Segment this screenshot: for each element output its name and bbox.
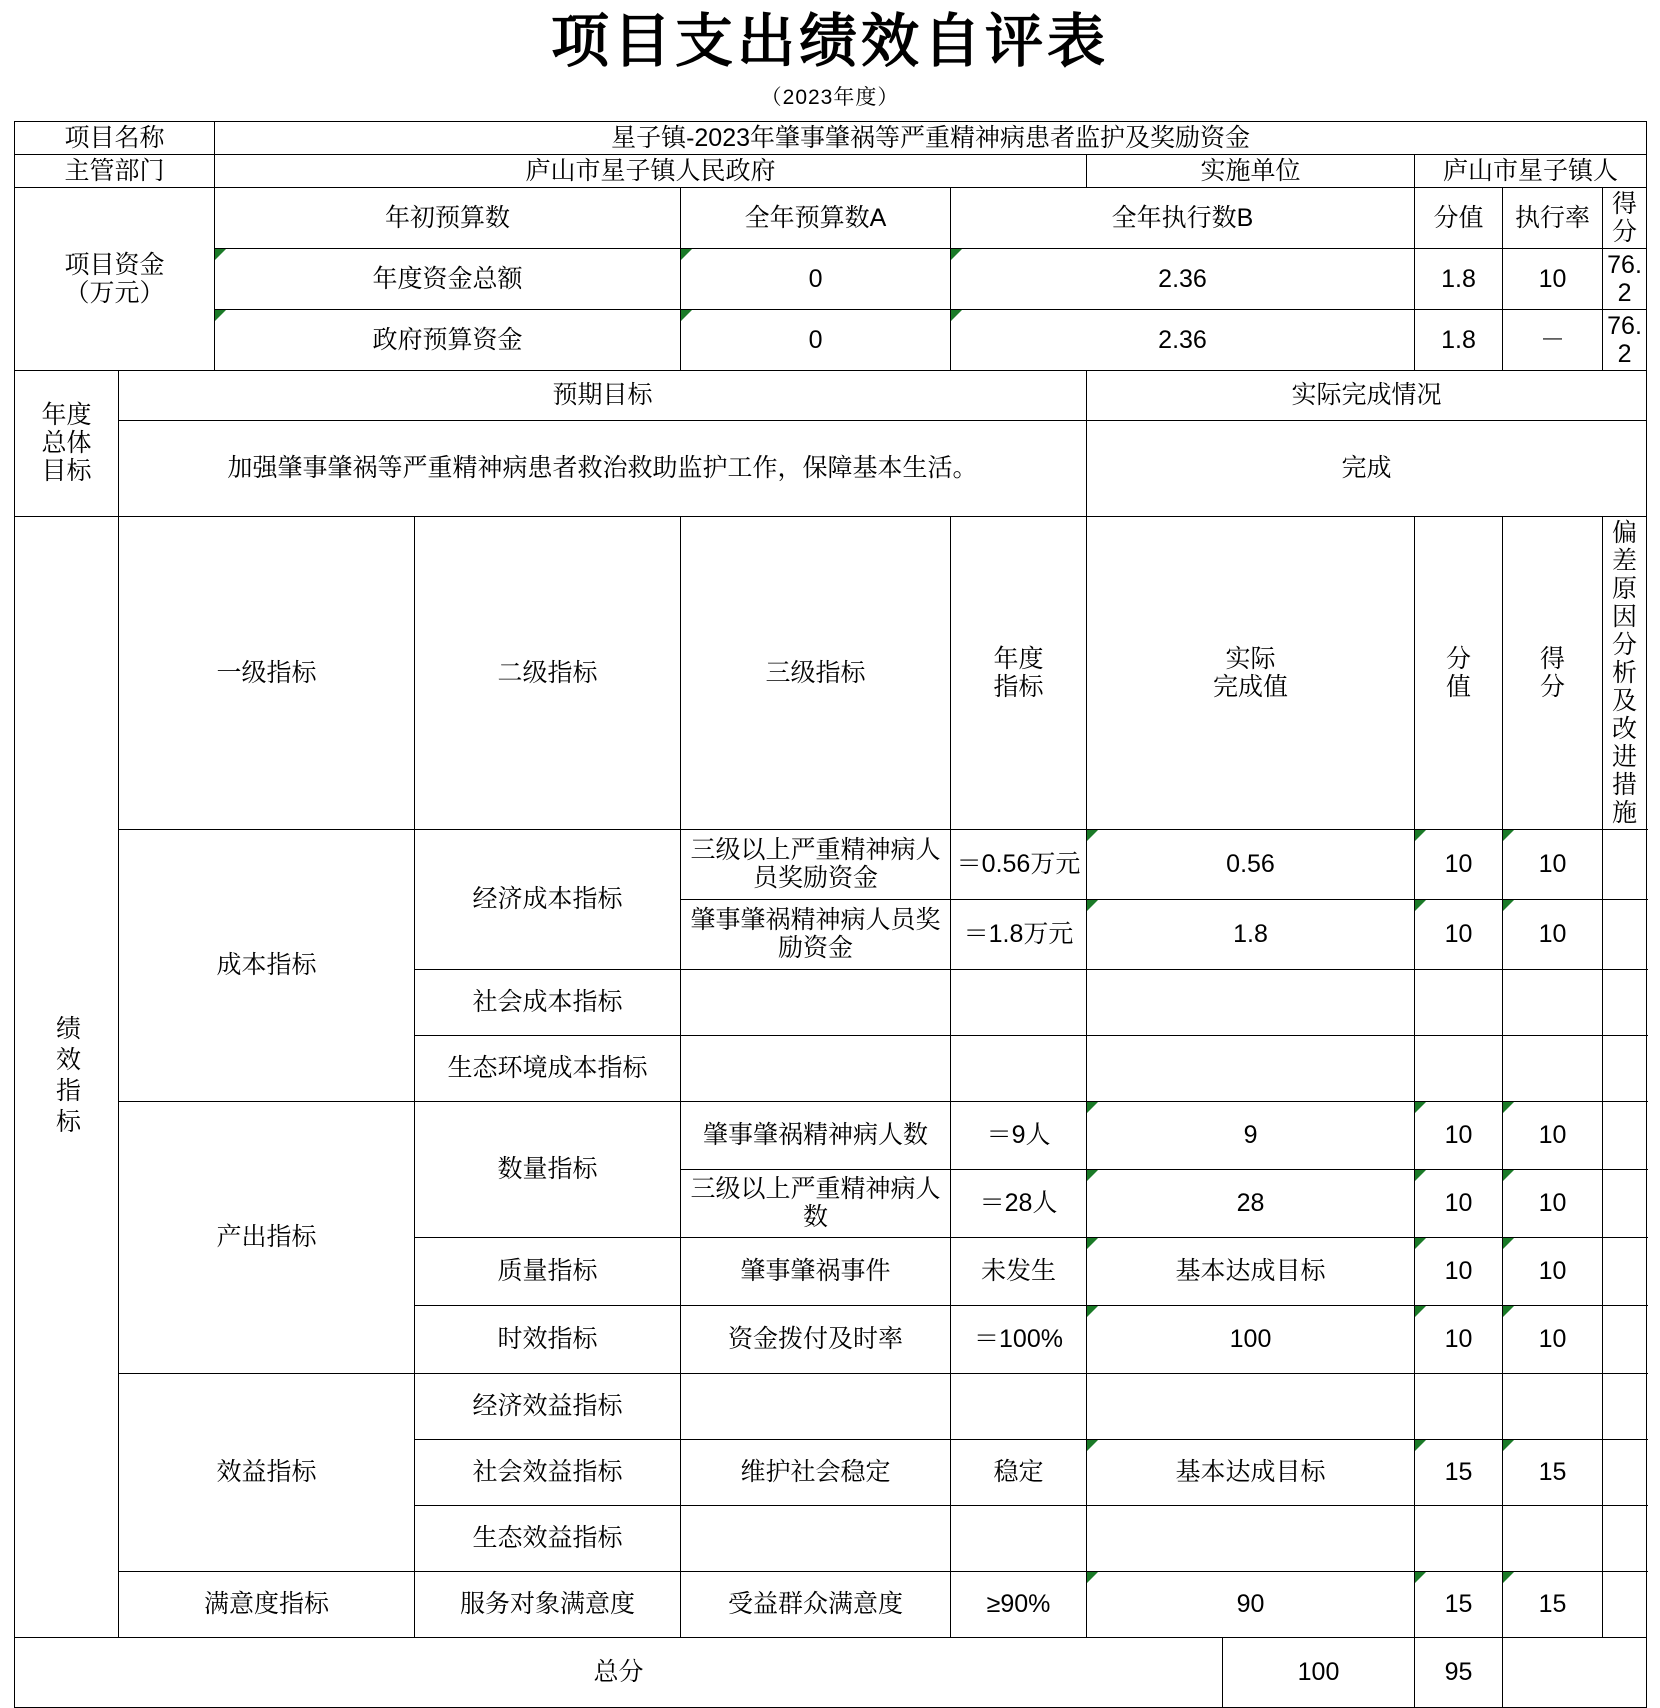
- indicator-actual: 0.56: [1087, 829, 1415, 899]
- funds-row-execB: 1.8: [1415, 248, 1503, 309]
- page-subtitle: （2023年度）: [760, 85, 900, 109]
- indicator-level2: 生态效益指标: [415, 1505, 681, 1571]
- funds-label-line1: 项目资金: [64, 250, 165, 279]
- total-score-value: 100: [1223, 1637, 1415, 1707]
- indicator-level3: 肇事肇祸事件: [681, 1237, 951, 1305]
- funds-label-line2: （万元）: [64, 278, 165, 307]
- table-row-department: [15, 154, 1647, 187]
- funds-row-exec-rate: 76.2: [1603, 248, 1647, 309]
- col-header-annual-line2: 指标: [993, 672, 1044, 701]
- indicator-annual: ＝0.56万元: [951, 829, 1087, 899]
- funds-col-score-value: 分值: [1415, 187, 1503, 248]
- funds-label: [15, 187, 215, 370]
- dept-label: 主管部门: [15, 154, 215, 187]
- indicator-actual: 100: [1087, 1305, 1415, 1373]
- indicator-score-value: 15: [1415, 1571, 1503, 1637]
- funds-row-execB: 1.8: [1415, 309, 1503, 370]
- unit-value: 庐山市星子镇人: [1415, 154, 1647, 187]
- indicator-level3: [681, 1373, 951, 1439]
- overall-actual-header: 实际完成情况: [1087, 370, 1647, 420]
- funds-row-yearA: 2.36: [951, 309, 1415, 370]
- table-row-total: [15, 1637, 1647, 1707]
- indicator-actual: 9: [1087, 1101, 1415, 1169]
- col-header-score-value-line2: 值: [1446, 672, 1472, 701]
- overall-label-line1: 年度: [41, 401, 92, 429]
- table-row-overall-value: [15, 420, 1647, 516]
- total-deviation: [1503, 1637, 1647, 1707]
- indicator-deviation: [1603, 969, 1647, 1035]
- indicator-level2: 数量指标: [415, 1101, 681, 1237]
- funds-col-begin: 年初预算数: [215, 187, 681, 248]
- indicator-annual: ＝28人: [951, 1169, 1087, 1237]
- col-header-actual-line1: 实际: [1225, 644, 1276, 673]
- indicator-score-value: 10: [1415, 899, 1503, 969]
- indicator-score: [1503, 969, 1603, 1035]
- col-header-score-line1: 得: [1540, 644, 1566, 673]
- page-title: 项目支出绩效自评表: [550, 9, 1109, 74]
- indicator-score: [1503, 1035, 1603, 1101]
- overall-expected-value: 加强肇事肇祸等严重精神病患者救治救助监护工作，保障基本生活。: [119, 420, 1087, 516]
- indicator-score-value: [1415, 969, 1503, 1035]
- funds-col-execB: 全年执行数B: [951, 187, 1415, 248]
- funds-col-exec-rate: 执行率: [1503, 187, 1603, 248]
- col-header-actual: [1087, 516, 1415, 829]
- indicator-level1: 产出指标: [119, 1101, 415, 1373]
- indicators-side-label-text: 绩效指标: [52, 1014, 81, 1139]
- table-row: [15, 1571, 1647, 1637]
- indicator-level2: 时效指标: [415, 1305, 681, 1373]
- indicator-deviation: [1603, 1035, 1647, 1101]
- indicator-deviation: [1603, 1373, 1647, 1439]
- funds-col-yearA: 全年预算数A: [681, 187, 951, 248]
- overall-label: [15, 370, 119, 516]
- indicator-score-value: 15: [1415, 1439, 1503, 1505]
- table-row-funds-budget: [15, 309, 1647, 370]
- table-row-funds-total: [15, 248, 1647, 309]
- indicator-level2: 经济成本指标: [415, 829, 681, 969]
- indicator-score-value: [1415, 1505, 1503, 1571]
- indicator-score: [1503, 1373, 1603, 1439]
- indicator-score: 10: [1503, 1237, 1603, 1305]
- col-header-level1: 一级指标: [119, 516, 415, 829]
- col-header-deviation-line1: 偏差原因分析: [1612, 518, 1638, 687]
- indicator-annual: ＝1.8万元: [951, 899, 1087, 969]
- col-header-score: [1503, 516, 1603, 829]
- total-label: 总分: [15, 1637, 1223, 1707]
- indicator-score-value: 10: [1415, 1101, 1503, 1169]
- table-row-funds-header: [15, 187, 1647, 248]
- table-row: [15, 1101, 1647, 1169]
- indicator-score-value: [1415, 1373, 1503, 1439]
- indicator-score: 10: [1503, 899, 1603, 969]
- table-row-overall-header: [15, 370, 1647, 420]
- unit-label: 实施单位: [1087, 154, 1415, 187]
- col-header-score-line2: 分: [1540, 672, 1566, 701]
- indicator-level2: 生态环境成本指标: [415, 1035, 681, 1101]
- overall-label-line3: 目标: [41, 457, 92, 485]
- indicator-level3: 肇事肇祸精神病人员奖励资金: [681, 899, 951, 969]
- table-row-indicator-header: [15, 516, 1647, 829]
- indicator-level3: 三级以上严重精神病人数: [681, 1169, 951, 1237]
- indicator-deviation: [1603, 1439, 1647, 1505]
- indicator-actual: [1087, 1505, 1415, 1571]
- indicator-level2: 社会效益指标: [415, 1439, 681, 1505]
- indicator-level3: 维护社会稳定: [681, 1439, 951, 1505]
- indicator-deviation: [1603, 829, 1647, 899]
- indicator-level2: 质量指标: [415, 1237, 681, 1305]
- indicator-actual: 基本达成目标: [1087, 1439, 1415, 1505]
- indicator-level1: 满意度指标: [119, 1571, 415, 1637]
- indicator-level2: 社会成本指标: [415, 969, 681, 1035]
- indicator-level3: 三级以上严重精神病人员奖励资金: [681, 829, 951, 899]
- total-score: 95: [1415, 1637, 1503, 1707]
- indicator-level3: [681, 969, 951, 1035]
- dept-value: 庐山市星子镇人民政府: [215, 154, 1087, 187]
- indicator-score-value: 10: [1415, 829, 1503, 899]
- indicator-level1: 成本指标: [119, 829, 415, 1101]
- indicator-annual: [951, 969, 1087, 1035]
- indicator-deviation: [1603, 1571, 1647, 1637]
- indicator-level2: 经济效益指标: [415, 1373, 681, 1439]
- indicator-score-value: 10: [1415, 1237, 1503, 1305]
- indicator-actual: [1087, 1035, 1415, 1101]
- indicator-annual: 未发生: [951, 1237, 1087, 1305]
- project-name-label: 项目名称: [15, 121, 215, 154]
- funds-row-exec-rate: 76.2: [1603, 309, 1647, 370]
- indicator-level3: 受益群众满意度: [681, 1571, 951, 1637]
- funds-row-begin: 0: [681, 309, 951, 370]
- indicator-deviation: [1603, 1237, 1647, 1305]
- evaluation-table: [14, 121, 1647, 1708]
- project-name-value: 星子镇-2023年肇事肇祸等严重精神病患者监护及奖励资金: [215, 121, 1647, 154]
- indicator-score-value: 10: [1415, 1305, 1503, 1373]
- indicator-annual: ＝100%: [951, 1305, 1087, 1373]
- overall-label-line2: 总体: [41, 429, 92, 457]
- indicator-score: 10: [1503, 1169, 1603, 1237]
- indicator-level1: 效益指标: [119, 1373, 415, 1571]
- table-row: [15, 1373, 1647, 1439]
- indicator-score: 15: [1503, 1439, 1603, 1505]
- indicator-score-value: [1415, 1035, 1503, 1101]
- col-header-actual-line2: 完成值: [1213, 672, 1289, 701]
- indicator-score: 10: [1503, 1101, 1603, 1169]
- col-header-annual-line1: 年度: [993, 644, 1044, 673]
- indicator-deviation: [1603, 899, 1647, 969]
- col-header-annual: [951, 516, 1087, 829]
- indicators-side-label: [15, 516, 119, 1637]
- funds-row-score-value: 10: [1503, 248, 1603, 309]
- indicator-annual: ＝9人: [951, 1101, 1087, 1169]
- indicator-score: 15: [1503, 1571, 1603, 1637]
- col-header-score-value-line1: 分: [1446, 644, 1472, 673]
- table-row: [15, 829, 1647, 899]
- indicator-actual: 1.8: [1087, 899, 1415, 969]
- funds-row-begin: 0: [681, 248, 951, 309]
- indicator-score: 10: [1503, 829, 1603, 899]
- funds-row-name: 政府预算资金: [215, 309, 681, 370]
- indicator-annual: 稳定: [951, 1439, 1087, 1505]
- indicator-level3: 肇事肇祸精神病人数: [681, 1101, 951, 1169]
- indicator-annual: ≥90%: [951, 1571, 1087, 1637]
- indicator-deviation: [1603, 1169, 1647, 1237]
- overall-expected-header: 预期目标: [119, 370, 1087, 420]
- indicator-score-value: 10: [1415, 1169, 1503, 1237]
- indicator-level3: [681, 1505, 951, 1571]
- table-row-project-name: [15, 121, 1647, 154]
- indicator-score: 10: [1503, 1305, 1603, 1373]
- indicator-level3: [681, 1035, 951, 1101]
- indicator-deviation: [1603, 1305, 1647, 1373]
- funds-row-yearA: 2.36: [951, 248, 1415, 309]
- indicator-annual: [951, 1373, 1087, 1439]
- indicator-actual: 90: [1087, 1571, 1415, 1637]
- indicator-actual: [1087, 1373, 1415, 1439]
- overall-actual-value: 完成: [1087, 420, 1647, 516]
- indicator-deviation: [1603, 1505, 1647, 1571]
- indicator-level3: 资金拨付及时率: [681, 1305, 951, 1373]
- funds-row-name: 年度资金总额: [215, 248, 681, 309]
- col-header-level2: 二级指标: [415, 516, 681, 829]
- funds-col-score: 得分: [1603, 187, 1647, 248]
- indicator-actual: [1087, 969, 1415, 1035]
- col-header-level3: 三级指标: [681, 516, 951, 829]
- col-header-score-value: [1415, 516, 1503, 829]
- indicator-deviation: [1603, 1101, 1647, 1169]
- indicator-level2: 服务对象满意度: [415, 1571, 681, 1637]
- col-header-deviation: [1603, 516, 1647, 829]
- funds-row-score-value: －: [1503, 309, 1603, 370]
- indicator-actual: 基本达成目标: [1087, 1237, 1415, 1305]
- indicator-annual: [951, 1505, 1087, 1571]
- indicator-score: [1503, 1505, 1603, 1571]
- col-header-deviation-line2: 及改进措施: [1612, 686, 1638, 827]
- indicator-annual: [951, 1035, 1087, 1101]
- indicator-actual: 28: [1087, 1169, 1415, 1237]
